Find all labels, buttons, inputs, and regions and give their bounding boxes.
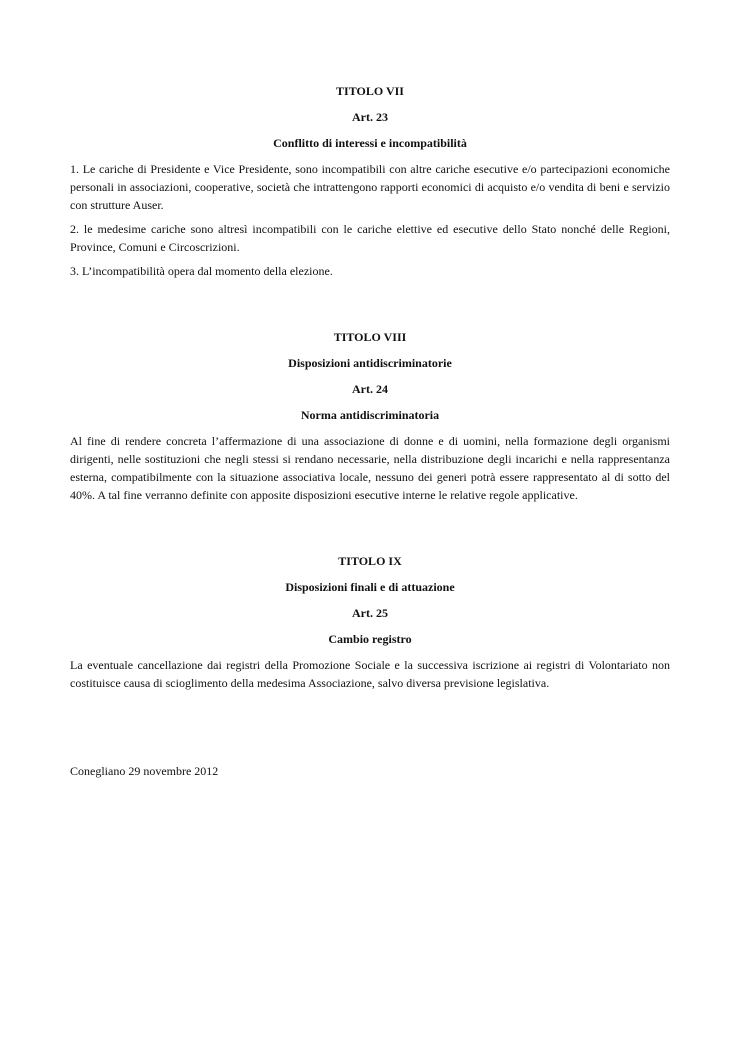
article-heading: Cambio registro <box>328 632 412 646</box>
article-number: Art. 24 <box>352 382 388 396</box>
article-paragraph: Al fine di rendere concreta l’affermazione di una associazione di donne e di uomini, nella formazione degli organismi dirigenti, nelle sostituzioni che negli stessi si rendano necessarie, nella distribuzione degli incarichi e nella rappresentanza esterna, compatibilmente con la situazione associativa locale, nessuno dei generi potrà essere rappresentato al di sotto del 40%. A tal fine verranno definite con apposite disposizioni esecutive interne le relative regole applicative. <box>70 434 670 502</box>
section-gap <box>70 286 670 328</box>
section-titolo-8 <box>70 328 670 504</box>
article-heading: Conflitto di interessi e incompatibilità <box>273 136 467 150</box>
article-paragraph: 2. le medesime cariche sono altresì incompatibili con le cariche elettive ed esecutive dello Stato nonché delle Regioni, Province, Comuni e Circoscrizioni. <box>70 222 670 254</box>
section-titolo-9 <box>70 552 670 692</box>
section-subtitle: Disposizioni finali e di attuazione <box>285 580 455 594</box>
section-subtitle: Disposizioni antidiscriminatorie <box>288 356 452 370</box>
section-titolo-7 <box>70 82 670 280</box>
article-paragraph: 3. L’incompatibilità opera dal momento della elezione. <box>70 264 333 278</box>
signature-date-place: Conegliano 29 novembre 2012 <box>70 764 219 778</box>
section-title: TITOLO VII <box>336 84 404 98</box>
article-number: Art. 23 <box>352 110 388 124</box>
section-gap <box>70 510 670 552</box>
section-title: TITOLO IX <box>338 554 402 568</box>
document-content <box>70 82 670 786</box>
article-number: Art. 25 <box>352 606 388 620</box>
article-paragraph: 1. Le cariche di Presidente e Vice Presidente, sono incompatibili con altre cariche esecutive e/o partecipazioni economiche personali in associazioni, cooperative, società che intrattengono rapporti economici di acquisto e/o vendita di beni e servizio con strutture Auser. <box>70 162 670 212</box>
section-title: TITOLO VIII <box>333 330 407 344</box>
footer-gap <box>70 698 670 762</box>
article-heading: Norma antidiscriminatoria <box>300 408 440 422</box>
article-paragraph: La eventuale cancellazione dai registri della Promozione Sociale e la successiva iscrizione ai registri di Volontariato non costituisce causa di scioglimento della medesima Associazione, salvo diversa previsione legislativa. <box>70 658 670 690</box>
